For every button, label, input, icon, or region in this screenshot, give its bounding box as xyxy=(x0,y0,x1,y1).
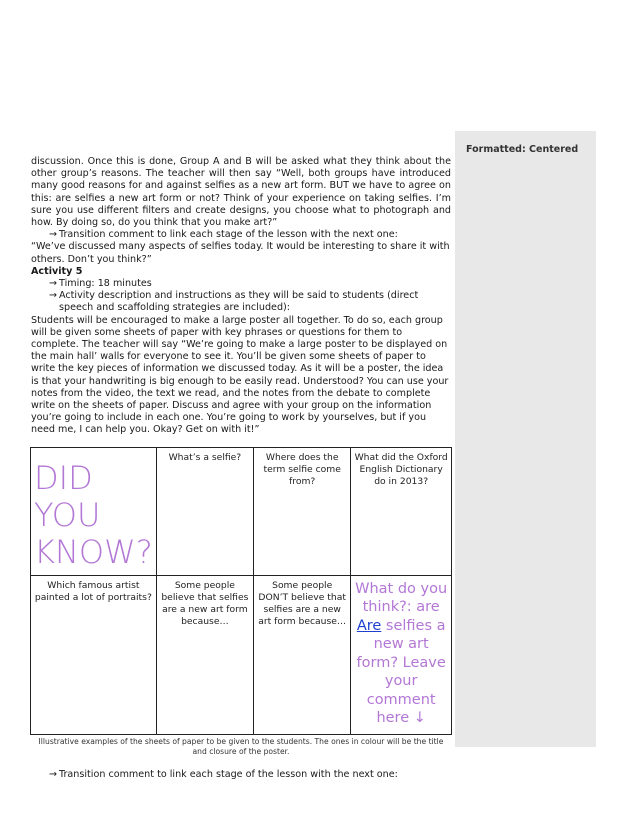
description-bullet xyxy=(31,290,451,314)
table-row xyxy=(31,575,452,734)
paragraph-discussion: discussion. Once this is done, Group A and B will be asked what they think about the other group’s reasons. The teacher will then say “Well, both groups have introduced many good reasons for and against selfies as a new art form. BUT we have to agree on this: are selfies a new art form or not? Think of your experience on taking selfies. I’m sure you use different filters and create designs, you choose what to photograph and how. By doing so, do you think that you make art?” xyxy=(31,156,451,229)
question-oxford: What did the Oxford English Dictionary do in 2013? xyxy=(354,451,448,487)
prompt-dont-believe: Some people DON’T believe that selfies are a new art form because… xyxy=(258,579,347,627)
comment-margin-pane xyxy=(455,131,596,747)
arrow-icon: → xyxy=(49,278,58,290)
transition-text-2: Transition comment to link each stage of the lesson with the next one: xyxy=(59,768,398,780)
formatting-comment[interactable]: Formatted: Centered xyxy=(466,144,579,155)
closing-part-2: selfies a new art form? Leave your comment here ↓ xyxy=(356,617,446,727)
activity-heading: Activity 5 xyxy=(31,265,83,277)
description-text: Activity description and instructions as they will be said to students (direct speech and scaffolding strategies are included): xyxy=(59,290,419,314)
poster-table-wrapper xyxy=(31,447,451,757)
table-cell xyxy=(351,447,452,575)
question-famous-artist: Which famous artist painted a lot of portraits? xyxy=(34,579,152,603)
paragraph-instructions: Students will be encouraged to make a large poster all together. To do so, each group will be given some sheets of paper with key phrases or questions for them to complete. The teacher will say “We’re going to make a large poster to be displayed on the main hall’ walls for everyone to see it. You’ll be given some sheets of paper to write the key pieces of information we discussed today. As it will be a poster, the idea is that your handwriting is big enough to be easily read. Understood? You can use your notes from the video, the text we read, and the notes from the debate to complete write on the sheets of paper. Discuss and agree with your group on the information you’re going to include in each one. You’re going to work by yourselves, but if you need me, I can help you. Okay? Get on with it!” xyxy=(31,314,449,436)
arrow-icon: → xyxy=(49,768,58,780)
table-cell xyxy=(156,447,253,575)
table-cell xyxy=(254,447,351,575)
table-caption: Illustrative examples of the sheets of paper to be given to the students. The ones in colour will be the title and closure of the poster. xyxy=(38,736,444,756)
arrow-icon: → xyxy=(49,229,58,241)
table-cell xyxy=(31,575,157,734)
closing-question xyxy=(354,580,448,728)
question-term-origin: Where does the term selfie come from? xyxy=(263,451,341,487)
paragraph-quote: “We’ve discussed many aspects of selfies today. It would be interesting to share it with others. Don’t you think?” xyxy=(31,241,450,265)
table-cell xyxy=(351,575,452,734)
prompt-believe: Some people believe that selfies are a new art form because… xyxy=(161,579,249,627)
transition-bullet-2 xyxy=(31,769,451,781)
table-cell xyxy=(254,575,351,734)
arrow-icon: → xyxy=(49,290,58,302)
transition-bullet-1 xyxy=(31,229,451,241)
poster-sheets-table xyxy=(30,447,452,735)
timing-text: Timing: 18 minutes xyxy=(59,278,152,290)
table-cell xyxy=(156,575,253,734)
transition-text-1: Transition comment to link each stage of the lesson with the next one: xyxy=(59,229,398,241)
table-cell xyxy=(31,447,157,575)
closing-are-word: Are xyxy=(356,617,382,634)
did-you-know-title: DID YOU KNOW? xyxy=(34,458,153,571)
timing-bullet xyxy=(31,278,451,290)
question-whats-selfie: What’s a selfie? xyxy=(168,451,242,463)
closing-part-1: What do you think?: are xyxy=(355,580,448,616)
document-body xyxy=(31,156,451,781)
table-row xyxy=(31,447,452,575)
